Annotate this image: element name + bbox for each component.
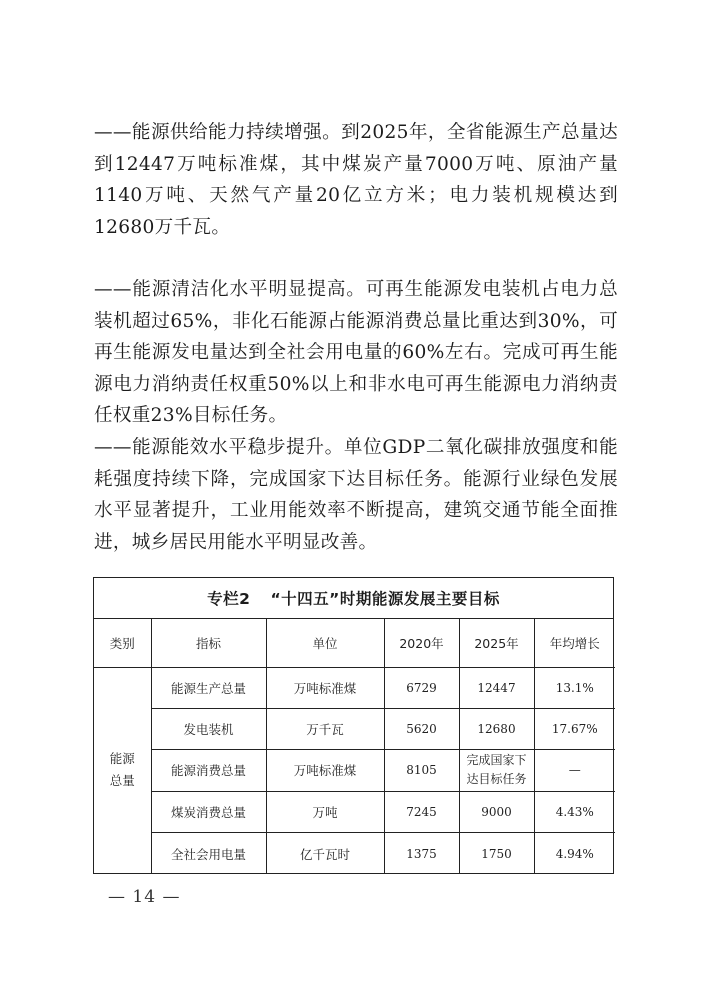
header-unit: 单位 [266,619,384,667]
indicator-cell: 发电装机 [151,708,266,749]
value-2025-cell: 1750 [459,833,534,874]
indicator-cell: 能源生产总量 [151,667,266,708]
column-label: 专栏2 [207,590,251,608]
indicator-cell: 能源消费总量 [151,750,266,791]
table-title: “十四五”时期能源发展主要目标 [270,590,500,608]
header-indicator: 指标 [151,619,266,667]
unit-cell: 亿千瓦时 [266,833,384,874]
value-2020-cell: 6729 [384,667,459,708]
table-caption [94,578,613,619]
value-2020-cell: 8105 [384,750,459,791]
paragraph-clean-energy: ——能源清洁化水平明显提高。可再生能源发电装机占电力总装机超过65%，非化石能源占能源消费总量比重达到30%，可再生能源发电量达到全社会用电量的60%左右。完成可再生能源电力消纳责任权重50%以上和非水电可再生能源电力消纳责任权重23%目标任务。 [94,279,618,426]
unit-cell: 万千瓦 [266,708,384,749]
table-row [94,750,615,791]
unit-cell: 万吨标准煤 [266,667,384,708]
indicator-cell: 煤炭消费总量 [151,791,266,832]
table-header-row [94,619,615,667]
value-2025-cell: 9000 [459,791,534,832]
value-2025-cell: 12680 [459,708,534,749]
value-2020-cell: 5620 [384,708,459,749]
header-2020: 2020年 [384,619,459,667]
header-annual-growth: 年均增长 [534,619,615,667]
table-row [94,708,615,749]
paragraph-energy-efficiency: ——能源能效水平稳步提升。单位GDP二氧化碳排放强度和能耗强度持续下降，完成国家下达目标任务。能源行业绿色发展水平显著提升，工业用能效率不断提高，建筑交通节能全面推进，城乡居民用能水平明显改善。 [94,437,618,553]
paragraph-energy-supply: ——能源供给能力持续增强。到2025年，全省能源生产总量达到12447万吨标准煤，其中煤炭产量7000万吨、原油产量1140万吨、天然气产量20亿立方米；电力装机规模达到12680万千瓦。 [94,122,618,238]
value-2025-cell [459,750,534,791]
category-cell [94,667,151,874]
header-category: 类别 [94,619,151,667]
growth-cell: 4.94% [534,833,615,874]
header-2025: 2025年 [459,619,534,667]
value-2020-cell: 1375 [384,833,459,874]
value-2025-cell: 12447 [459,667,534,708]
table-row [94,667,615,708]
growth-cell: 17.67% [534,708,615,749]
table-row [94,791,615,832]
table-row [94,833,615,874]
value-2020-cell: 7245 [384,791,459,832]
growth-cell: — [534,750,615,791]
value-2025-text: 完成国家下达目标任务 [466,753,527,787]
targets-table [94,619,615,874]
targets-table-box [93,577,614,874]
page-number: — 14 — [108,887,181,907]
indicator-cell: 全社会用电量 [151,833,266,874]
growth-cell: 13.1% [534,667,615,708]
unit-cell: 万吨 [266,791,384,832]
unit-cell: 万吨标准煤 [266,750,384,791]
growth-cell: 4.43% [534,791,615,832]
category-label: 能源 总量 [109,751,135,789]
